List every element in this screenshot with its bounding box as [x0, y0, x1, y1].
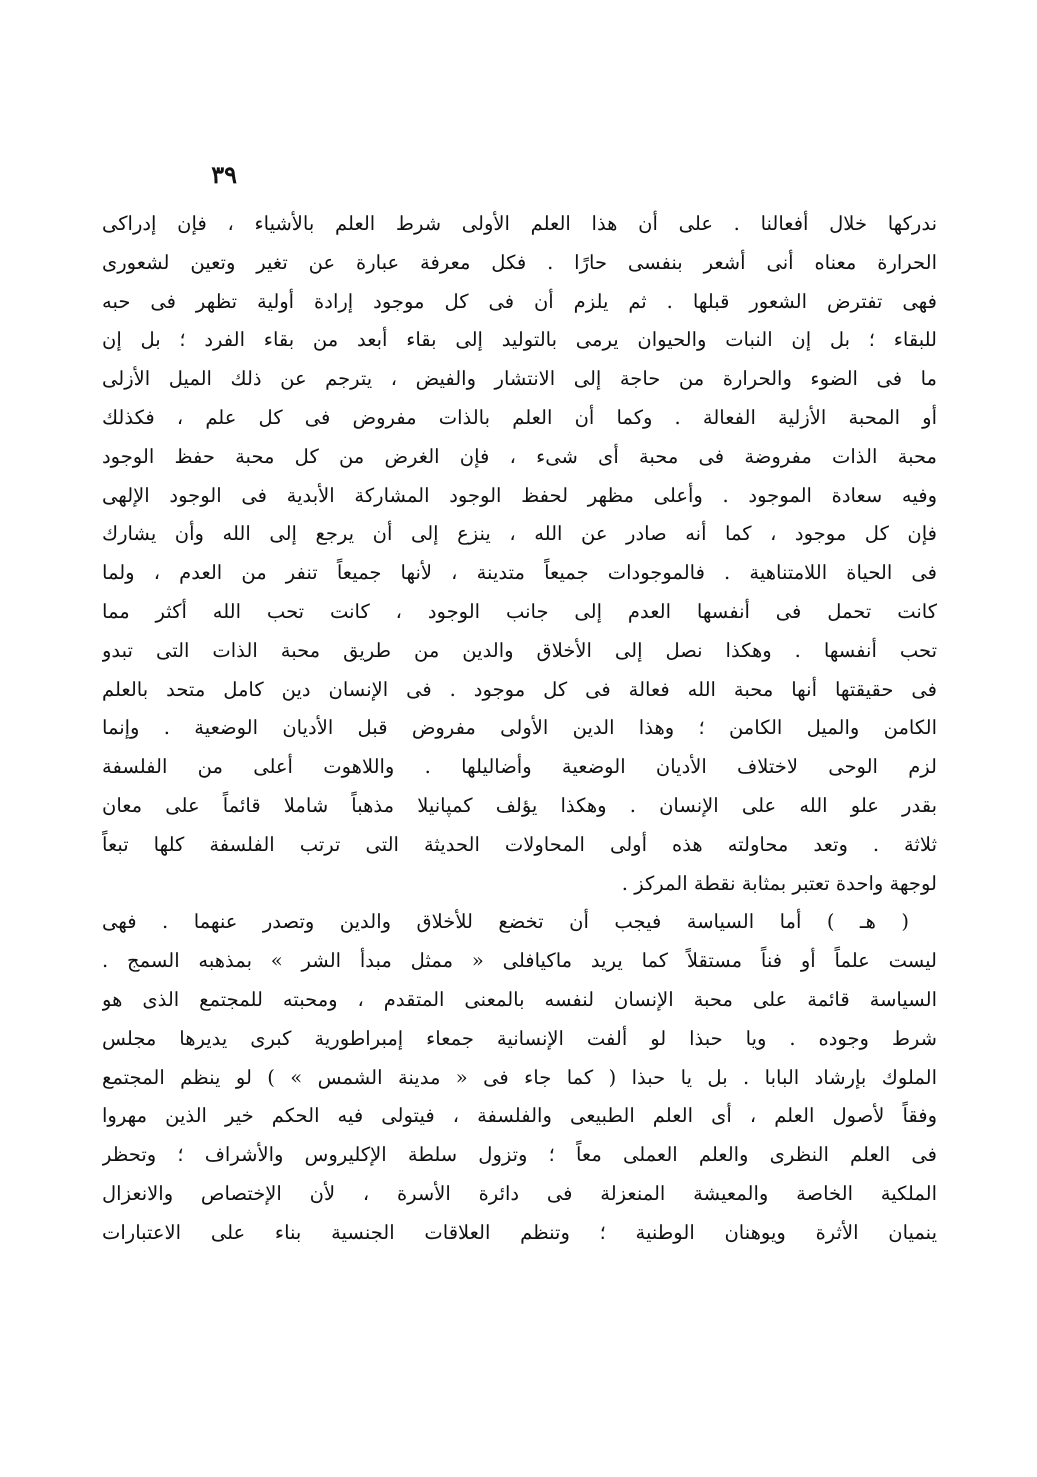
text-line: ندركها خلال أفعالنا . على أن هذا العلم الأولى شرط العلم بالأشياء ، فإن إدراكى	[102, 212, 937, 235]
text-line: ينميان الأثرة ويوهنان الوطنية ؛ وتنظم العلاقات الجنسية بناء على الاعتبارات	[102, 1220, 937, 1244]
paragraph-start-line: ( هـ ) أما السياسة فيجب أن تخضع للأخلاق والدين وتصدر عنهما . فهى	[102, 910, 909, 934]
text-line: محبة الذات مفروضة فى محبة أى شىء ، فإن الغرض من كل محبة حفظ الوجود	[102, 444, 937, 468]
paragraph-end-line: لوجهة واحدة تعتبر بمثابة نقطة المركز .	[621, 871, 937, 895]
text-line: فهى تفترض الشعور قبلها . ثم يلزم أن فى كل موجود إرادة أولية تظهر فى حبه	[102, 289, 937, 313]
text-line: الملوك بإرشاد البابا . بل يا حبذا ( كما جاء فى « مدينة الشمس » ) لو ينظم المجتمع	[102, 1065, 937, 1089]
text-line: كانت تحمل فى أنفسها العدم إلى جانب الوجود ، كانت تحب الله أكثر مما	[102, 599, 937, 623]
text-line: ليست علماً أو فناً مستقلاً كما يريد ماكيافلى « ممثل مبدأ الشر » بمذهبه السمج .	[102, 949, 937, 973]
text-line: وفيه سعادة الموجود . وأعلى مظهر لحفظ الوجود المشاركة الأبدية فى الوجود الإلهى	[102, 483, 937, 507]
text-line: الحرارة معناه أنى أشعر بنفسى حارًا . فكل معرفة عبارة عن تغير وتعين لشعورى	[102, 250, 937, 274]
text-line: فى الحياة اللامتناهية . فالموجودات جميعاً متدينة ، لأنها جميعاً تنفر من العدم ، ولما	[102, 561, 937, 585]
page-number: ٣٩	[211, 160, 237, 189]
text-line: شرط وجوده . ويا حبذا لو ألفت الإنسانية جمعاء إمبراطورية كبرى يديرها مجلس	[102, 1026, 937, 1050]
text-line: للبقاء ؛ بل إن النبات والحيوان يرمى بالتوليد إلى بقاء أبعد من بقاء الفرد ؛ بل إن	[102, 328, 937, 352]
text-line: ما فى الضوء والحرارة من حاجة إلى الانتشار والفيض ، يترجم عن ذلك الميل الأزلى	[102, 367, 937, 391]
text-line: فإن كل موجود ، كما أنه صادر عن الله ، ينزع إلى أن يرجع إلى الله وأن يشارك	[102, 522, 937, 546]
text-line: أو المحبة الأزلية الفعالة . وكما أن العلم بالذات مفروض فى كل علم ، فكذلك	[102, 405, 937, 429]
text-line: الكامن والميل الكامن ؛ وهذا الدين الأولى مفروض قبل الأديان الوضعية . وإنما	[102, 716, 937, 740]
text-line: تحب أنفسها . وهكذا نصل إلى الأخلاق والدين من طريق محبة الذات التى تبدو	[102, 638, 937, 662]
text-line: السياسة قائمة على محبة الإنسان لنفسه بالمعنى المتقدم ، ومحبته للمجتمع الذى هو	[102, 987, 937, 1011]
body-text	[102, 205, 937, 1253]
text-line: فى العلم النظرى والعلم العملى معاً ؛ وتزول سلطة الإكليروس والأشراف ؛ وتحظر	[102, 1143, 937, 1167]
text-line: ثلاثة . وتعد محاولته هذه أولى المحاولات الحديثة التى ترتب الفلسفة كلها تبعاً	[102, 832, 937, 856]
text-line: الملكية الخاصة والمعيشة المنعزلة فى دائرة الأسرة ، لأن الإختصاص والانعزال	[102, 1181, 937, 1205]
text-line: وفقاً لأصول العلم ، أى العلم الطبيعى والفلسفة ، فيتولى فيه الحكم خير الذين مهروا	[102, 1104, 937, 1128]
text-line: فى حقيقتها أنها محبة الله فعالة فى كل موجود . فى الإنسان دين كامل متحد بالعلم	[102, 677, 937, 701]
text-line: لزم الوحى لاختلاف الأديان الوضعية وأضاليلها . واللاهوت أعلى من الفلسفة	[102, 755, 937, 779]
text-line: بقدر علو الله على الإنسان . وهكذا يؤلف كمپانيلا مذهباً شاملا قائماً على معان	[102, 793, 937, 817]
